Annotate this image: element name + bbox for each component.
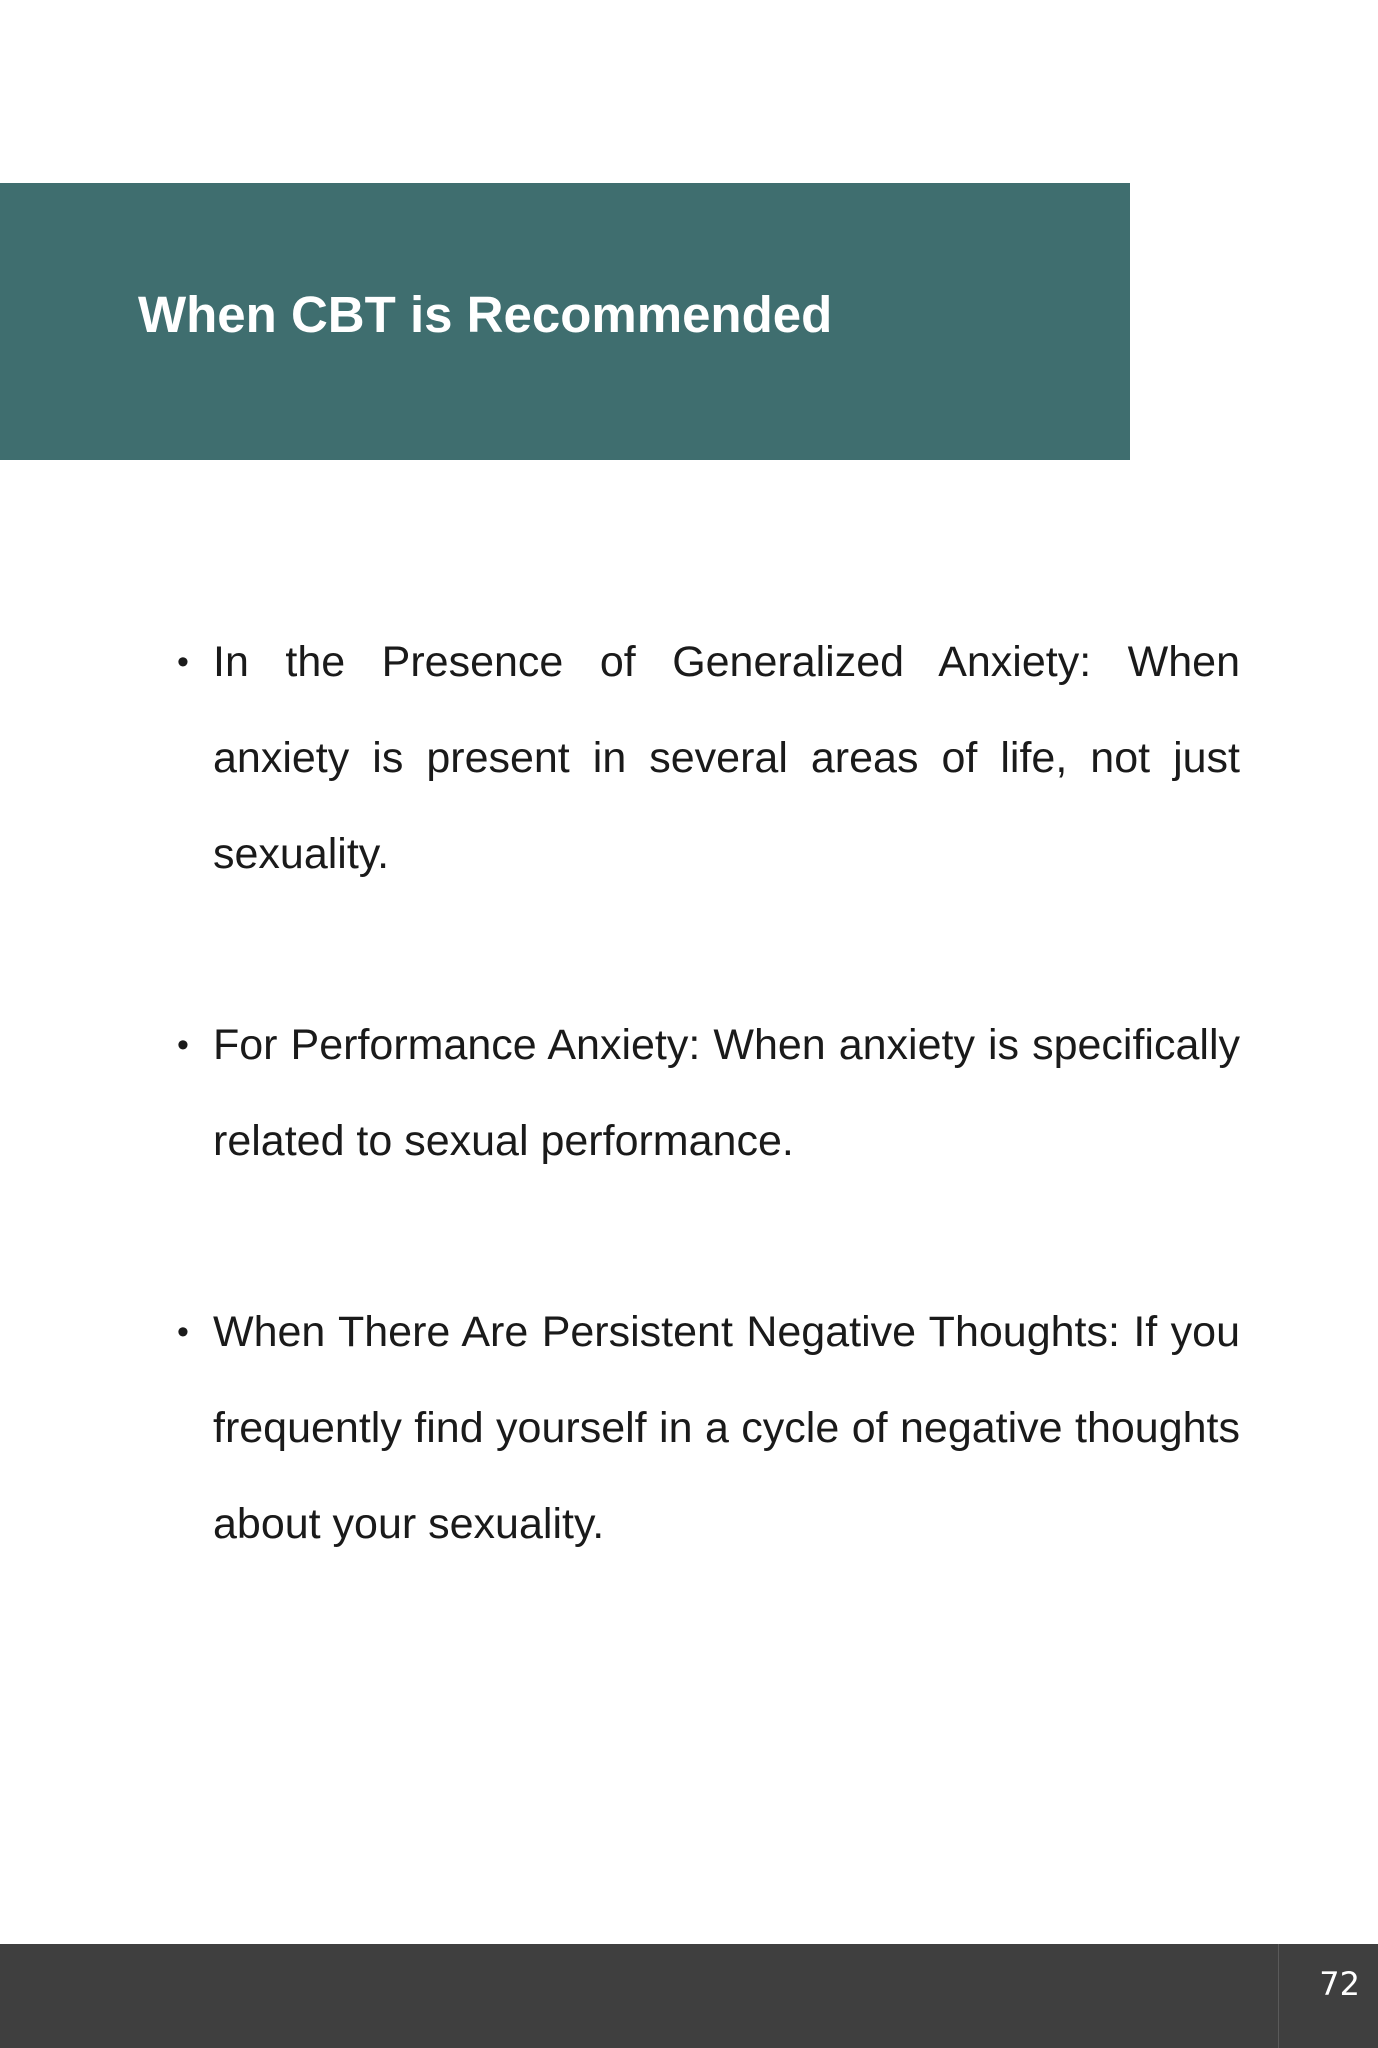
bullet-dot-icon: • [177,1313,189,1351]
page-number-box [1278,1944,1378,2048]
bullet-item-generalized-anxiety [177,614,1240,902]
bullet-text: For Performance Anxiety: When anxiety is specifically related to sexual performance. [213,1021,1240,1165]
bullet-text: In the Presence of Generalized Anxiety: When anxiety is present in several areas of life, not just sexuality. [213,638,1240,878]
page-title: When CBT is Recommended [138,286,833,343]
bullet-text: When There Are Persistent Negative Thoughts: If you frequently find yourself in a cycle of negative thoughts about your sexuality. [213,1308,1240,1548]
bullet-item-negative-thoughts [177,1284,1240,1572]
bullet-item-performance-anxiety [177,997,1240,1189]
bullet-dot-icon: • [177,1026,189,1064]
page-number: 72 [1319,1965,1360,2003]
footer-bar [0,1944,1378,2048]
bullet-dot-icon: • [177,643,189,681]
